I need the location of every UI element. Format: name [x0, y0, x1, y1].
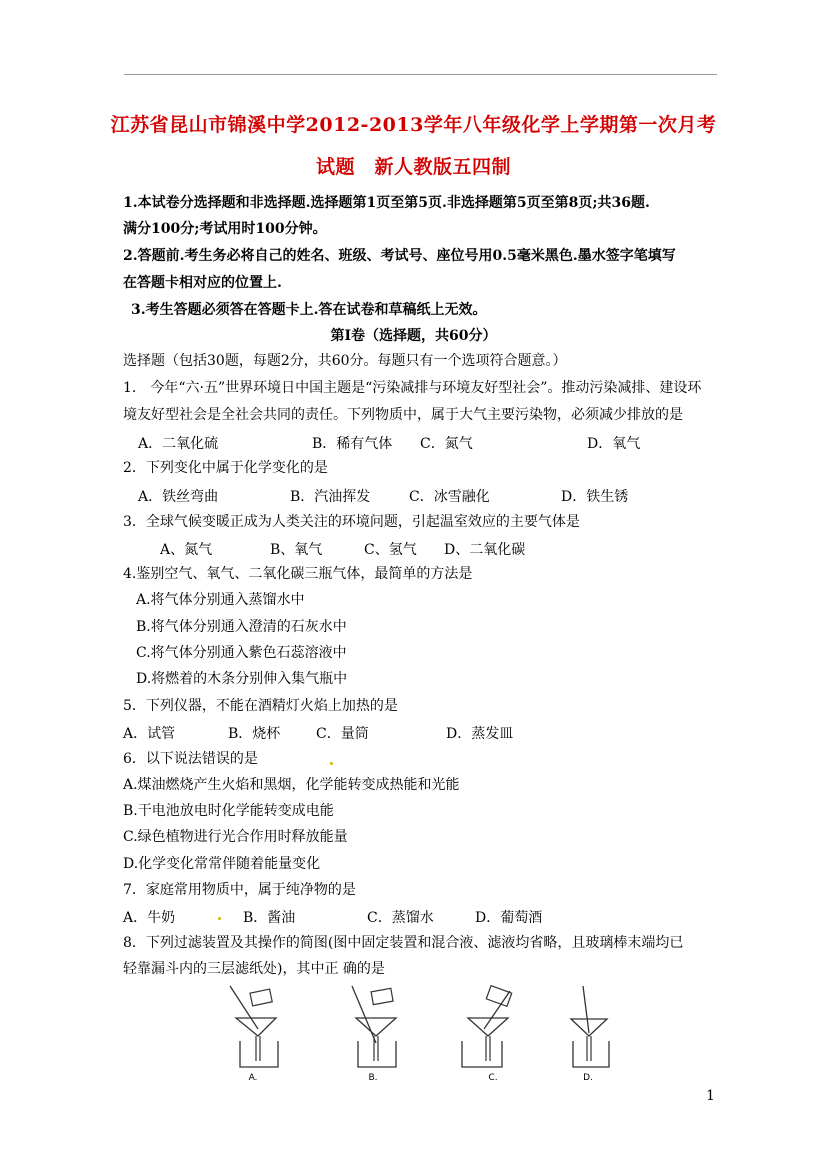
q1-stem-line1: 1． 今年“六·五”世界环境日中国主题是“污染减排与环境友好型社会”。推动污染减排、建设环 [123, 380, 702, 396]
note-4: 在答题卡相对应的位置上. [123, 275, 282, 291]
page-number: 1 [706, 1088, 715, 1104]
header-rule [124, 74, 717, 75]
option-label-b: B. [368, 1073, 378, 1083]
q3-option-c: C、氢气 [364, 542, 417, 558]
option-label-d: D. [583, 1073, 593, 1083]
q7-option-b: B．酱油 [243, 910, 296, 926]
option-label-c: C. [488, 1073, 498, 1083]
section-title: 第Ⅰ卷（选择题，共60分） [330, 328, 497, 344]
filtration-diagram-a [218, 983, 288, 1071]
filtration-diagram-b [338, 983, 408, 1071]
filtration-apparatus-b [338, 983, 408, 1083]
q5-option-c: C．量筒 [316, 726, 369, 742]
q1-option-d: D．氧气 [587, 436, 641, 452]
q2-option-b: B．汽油挥发 [290, 489, 371, 505]
q4-option-d: D.将燃着的木条分别伸入集气瓶中 [136, 671, 348, 687]
note-3: 2.答题前.考生务必将自己的姓名、班级、考试号、座位号用0.5毫米黑色.墨水签字笔填写 [123, 248, 676, 264]
q7-option-d: D．葡萄酒 [475, 910, 543, 926]
q8-stem-line2: 轻靠漏斗内的三层滤纸处)，其中正 确的是 [123, 961, 385, 977]
filtration-diagram-d [553, 983, 623, 1071]
q1-option-a: A．二氧化硫 [138, 436, 219, 452]
q2-option-d: D．铁生锈 [561, 489, 629, 505]
q5-option-d: D．蒸发皿 [446, 726, 514, 742]
instruction: 选择题（包括30题，每题2分，共60分。每题只有一个选项符合题意。） [123, 353, 567, 369]
q4-option-a: A.将气体分别通入蒸馏水中 [136, 592, 305, 608]
q7-stem: 7．家庭常用物质中，属于纯净物的是 [123, 882, 356, 898]
filtration-apparatus-a [218, 983, 288, 1083]
q3-stem: 3．全球气候变暖正成为人类关注的环境问题，引起温室效应的主要气体是 [123, 514, 580, 530]
exam-title-line1: 江苏省昆山市锦溪中学2012-2013学年八年级化学上学期第一次月考 [110, 114, 717, 136]
filtration-diagram-c [458, 983, 528, 1071]
exam-title-line2: 试题 新人教版五四制 [315, 156, 511, 178]
q3-option-d: D、二氧化碳 [444, 542, 526, 558]
q6-stem: 6．以下说法错误的是 [123, 751, 258, 767]
note-1: 1.本试卷分选择题和非选择题.选择题第1页至第5页.非选择题第5页至第8页;共36题. [123, 195, 650, 211]
note-2: 满分100分;考试用时100分钟。 [123, 221, 327, 237]
q3-option-b: B、氧气 [270, 542, 323, 558]
q5-stem: 5．下列仪器，不能在酒精灯火焰上加热的是 [123, 698, 398, 714]
q5-option-b: B．烧杯 [228, 726, 281, 742]
stray-mark [218, 917, 221, 920]
q1-stem-line2: 境友好型社会是全社会共同的责任。下列物质中，属于大气主要污染物，必须减少排放的是 [123, 407, 683, 423]
q7-option-c: C．蒸馏水 [367, 910, 434, 926]
note-5: 3.考生答题必须答在答题卡上.答在试卷和草稿纸上无效。 [131, 302, 487, 318]
q6-option-b: B.干电池放电时化学能转变成电能 [123, 803, 334, 819]
q5-option-a: A．试管 [123, 726, 176, 742]
q3-option-a: A、氮气 [160, 542, 213, 558]
q4-option-b: B.将气体分别通入澄清的石灰水中 [136, 619, 347, 635]
filtration-apparatus-c [458, 983, 528, 1083]
option-label-a: A. [248, 1073, 258, 1083]
q6-option-a: A.煤油燃烧产生火焰和黑烟，化学能转变成热能和光能 [123, 777, 460, 793]
q6-option-c: C.绿色植物进行光合作用时释放能量 [123, 829, 348, 845]
q2-stem: 2．下列变化中属于化学变化的是 [123, 460, 328, 476]
q8-stem-line1: 8．下列过滤装置及其操作的简图(图中固定装置和混合液、滤液均省略，且玻璃棒末端均已 [123, 935, 684, 951]
q7-option-a: A．牛奶 [123, 910, 176, 926]
q1-option-c: C．氮气 [420, 436, 473, 452]
q4-stem: 4.鉴别空气、氧气、二氧化碳三瓶气体，最简单的方法是 [123, 566, 473, 582]
q2-option-a: A．铁丝弯曲 [138, 489, 219, 505]
q6-option-d: D.化学变化常常伴随着能量变化 [123, 856, 321, 872]
q4-option-c: C.将气体分别通入紫色石蕊溶液中 [136, 645, 347, 661]
q2-option-c: C．冰雪融化 [409, 489, 490, 505]
filtration-apparatus-d [553, 983, 623, 1083]
filtration-figure [218, 983, 618, 1083]
stray-mark [330, 762, 333, 765]
q1-option-b: B．稀有气体 [312, 436, 393, 452]
